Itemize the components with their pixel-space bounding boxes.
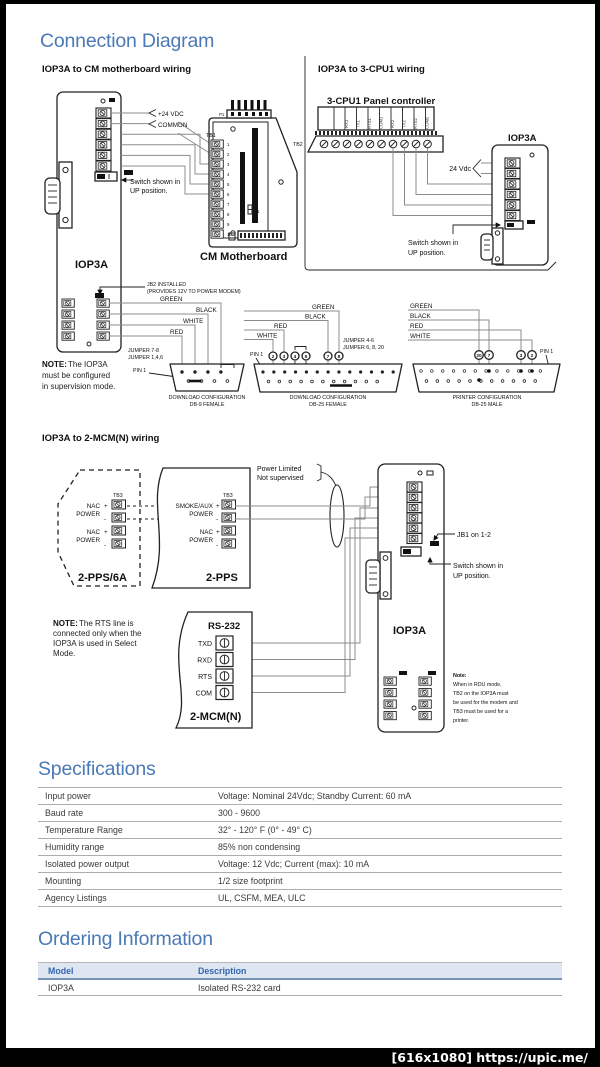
wire-red-f: RED <box>274 323 288 330</box>
db9-jumper-1: JUMPER 7-8 <box>128 348 159 354</box>
svg-text:TX2: TX2 <box>401 120 407 128</box>
pps-tb3: TB3 <box>223 493 233 499</box>
terminal-block-3 <box>407 482 422 544</box>
terminal-block-2 <box>505 158 520 221</box>
svg-text:4: 4 <box>293 355 297 360</box>
wire-green-m: GREEN <box>410 303 433 310</box>
specifications-title: Specifications <box>38 758 156 780</box>
svg-text:-: - <box>216 542 219 549</box>
p1-connector <box>219 100 271 118</box>
svg-text:POWER: POWER <box>189 511 213 518</box>
wire-white-m: WHITE <box>410 333 431 340</box>
page-title: Connection Diagram <box>40 30 215 52</box>
svg-text:-: - <box>216 516 219 523</box>
svg-text:RX2: RX2 <box>390 119 395 128</box>
svg-text:TX1: TX1 <box>355 120 361 128</box>
svg-text:Note:: Note: <box>453 673 467 679</box>
db9-program-port-1 <box>45 162 72 228</box>
jb2-note-2: (PROVIDES 12V TO POWER MODEM) <box>147 289 241 295</box>
iop3a-label-1: IOP3A <box>75 259 109 271</box>
power-limited-2: Not supervised <box>257 475 304 482</box>
frame-top <box>0 0 600 4</box>
svg-text:RTS: RTS <box>198 674 212 681</box>
svg-text:RTS1: RTS1 <box>367 118 372 129</box>
iop3a-label-3: IOP3A <box>393 625 427 637</box>
cm-motherboard <box>200 100 297 263</box>
svg-text:NAC: NAC <box>199 529 213 536</box>
mode-switch-3 <box>401 547 421 556</box>
switch-note-3a: Switch shown in <box>453 563 504 570</box>
svg-text:TB3 must be used for a: TB3 must be used for a <box>453 709 509 715</box>
svg-text:be used for the modem and: be used for the modem and <box>453 700 518 706</box>
rts-note-2: connected only when the <box>53 629 142 638</box>
db25f-caption-1: DOWNLOAD CONFIGURATION <box>289 395 367 401</box>
db25f-pin1: PIN 1 <box>250 352 264 358</box>
iop3a-card-3 <box>366 464 444 732</box>
iop3a-card-2 <box>481 133 548 265</box>
wires-d2 <box>393 148 505 216</box>
wire-black-f: BLACK <box>305 313 326 321</box>
svg-text:RXD: RXD <box>197 657 212 665</box>
db9-female-config <box>109 296 246 408</box>
wire-white-f: WHITE <box>257 332 278 340</box>
table-row: IOP3A Isolated RS-232 card <box>38 980 562 996</box>
mode-switch-1 <box>95 170 133 181</box>
svg-text:7: 7 <box>326 355 330 360</box>
mcm-name: 2-MCM(N) <box>190 711 242 723</box>
switch-note-2a: Switch shown in <box>408 240 459 247</box>
db25f-jumper-bracket <box>295 347 306 351</box>
table-row: Mounting 1/2 size footprint <box>38 872 562 889</box>
db25-male-config <box>408 303 560 408</box>
pps6a-tb3: TB3 <box>113 493 123 499</box>
svg-text:2: 2 <box>530 354 534 359</box>
db25m-pin1: PIN 1 <box>540 349 554 355</box>
db25f-jumper-1: JUMPER 4-6 <box>343 338 374 344</box>
wire-white: WHITE <box>183 318 204 325</box>
svg-text:3: 3 <box>282 355 286 360</box>
svg-text:6: 6 <box>227 192 230 197</box>
wire-green: GREEN <box>160 296 183 303</box>
switch-note-1b: UP position. <box>130 188 168 195</box>
power-limited-bracket <box>317 464 321 481</box>
svg-text:COM: COM <box>195 690 212 698</box>
svg-text:5: 5 <box>304 355 308 360</box>
svg-text:POWER: POWER <box>189 537 213 544</box>
cable-bundle <box>330 485 344 547</box>
frame-left <box>0 0 6 1067</box>
svg-text:+: + <box>216 529 220 536</box>
table-row: Input power Voltage: Nominal 24Vdc; Standby Current: 60 mA <box>38 787 562 804</box>
rts-note-1: The RTS line is <box>79 619 134 628</box>
svg-text:5: 5 <box>227 182 230 187</box>
diagram2-title: IOP3A to 3-CPU1 wiring <box>318 64 425 75</box>
rdu-note <box>453 673 518 724</box>
wire-black-m: BLACK <box>410 313 431 320</box>
rs232-label: RS-232 <box>208 621 241 632</box>
svg-text:4: 4 <box>227 172 230 177</box>
pps6a-terminals <box>112 500 126 548</box>
table-row: Temperature Range 32° - 120° F (0° - 49° C) <box>38 821 562 838</box>
db9-jumper-2: JUMPER 1,4,6 <box>128 355 164 361</box>
panel-controller <box>293 107 443 152</box>
wire-green-f: GREEN <box>312 304 335 311</box>
svg-text:COM1: COM1 <box>378 116 384 129</box>
j1-label: J1 <box>255 209 260 214</box>
db25f-pin-circles <box>269 352 343 360</box>
db9-caption-1: DOWNLOAD CONFIGURATION <box>168 395 246 401</box>
diagram3-title: IOP3A to 2-MCM(N) wiring <box>42 433 160 444</box>
table-header-row <box>38 962 562 980</box>
svg-text:+: + <box>104 503 108 510</box>
ordering-table <box>38 962 562 996</box>
pps6a-name: 2-PPS/6A <box>78 572 127 584</box>
pps-name: 2-PPS <box>206 572 238 584</box>
svg-text:7: 7 <box>227 202 230 207</box>
rts-note-4: Mode. <box>53 649 76 658</box>
db25f-jumper-2: JUMPER 6, 8, 20 <box>343 345 384 351</box>
p1-label: P1 <box>219 112 225 117</box>
svg-text:8: 8 <box>337 355 341 360</box>
svg-text:printer.: printer. <box>453 718 470 724</box>
wire-black: BLACK <box>196 307 217 314</box>
power-limited-1: Power Limited <box>257 466 302 473</box>
panel-controller-label: 3-CPU1 Panel controller <box>327 96 436 107</box>
tb2-label: TB2 <box>293 142 303 148</box>
svg-text:+: + <box>216 503 220 510</box>
diagram-cm-wiring <box>42 64 297 352</box>
switch-note-3b: UP position. <box>453 573 491 580</box>
col-model: Model <box>48 965 74 976</box>
terminal-block-top <box>96 108 111 171</box>
svg-text:RX1: RX1 <box>344 119 349 128</box>
jb2-jumper <box>95 293 104 298</box>
jb1-jumper <box>430 541 439 546</box>
jb2-note-1: JB2 INSTALLED <box>147 282 187 288</box>
col-description: Description <box>198 965 247 976</box>
jb1-note: JB1 on 1-2 <box>457 532 491 539</box>
svg-text:2: 2 <box>227 152 230 157</box>
svg-text:COM2: COM2 <box>424 116 430 129</box>
iop3a-label-2: IOP3A <box>508 133 537 144</box>
diagram1-title: IOP3A to CM motherboard wiring <box>42 64 192 75</box>
diagram-3cpu1-wiring <box>293 56 556 270</box>
db9-pin1: PIN 1 <box>133 368 147 374</box>
db25-female-config <box>244 304 402 408</box>
svg-text:RTS2: RTS2 <box>413 118 418 129</box>
table-row: Isolated power output Voltage: 12 Vdc; Current (max): 10 mA <box>38 855 562 872</box>
svg-text:TXD: TXD <box>198 641 212 648</box>
note1-line3: in supervision mode. <box>42 382 116 391</box>
wire-label-common: COMMON <box>158 122 188 129</box>
diagram-mcm-wiring <box>42 433 518 732</box>
svg-text:10: 10 <box>227 232 232 237</box>
svg-text:3: 3 <box>519 354 523 359</box>
svg-text:POWER: POWER <box>76 537 100 544</box>
24vdc-label: 24 Vdc <box>449 166 471 173</box>
note1-line1: The IOP3A <box>68 360 108 369</box>
watermark-text: [616x1080] https://upic.me/ <box>391 1050 588 1065</box>
svg-text:NAC: NAC <box>86 529 100 536</box>
pps-box <box>152 468 250 588</box>
svg-text:20: 20 <box>476 354 482 359</box>
db9-caption-2: DB-9 FEMALE <box>189 402 225 408</box>
svg-text:SMOKE/AUX: SMOKE/AUX <box>175 503 213 510</box>
switch-note-2b: UP position. <box>408 250 446 257</box>
specifications-table <box>38 787 562 907</box>
table-row: Baud rate 300 - 9600 <box>38 804 562 821</box>
switch-note-1a: Switch shown in <box>130 179 181 186</box>
svg-text:TB2 on the IOP3A must: TB2 on the IOP3A must <box>453 691 509 697</box>
db25m-caption-2: DB-25 MALE <box>471 402 503 408</box>
wire-red: RED <box>170 329 184 336</box>
svg-text:-: - <box>104 516 107 523</box>
db25m-pin-circles <box>475 351 537 360</box>
svg-text:1: 1 <box>227 142 230 147</box>
ordering-title: Ordering Information <box>38 928 213 950</box>
tb1-label: TB1 <box>206 133 216 139</box>
svg-text:+: + <box>104 529 108 536</box>
svg-text:-: - <box>104 542 107 549</box>
iop3a-card-1 <box>45 92 133 352</box>
wire-label-24vdc: +24 VDC <box>158 111 184 118</box>
rts-note-bold: NOTE: <box>53 619 78 628</box>
svg-text:7: 7 <box>487 354 491 359</box>
note1-line2: must be configured <box>42 371 111 380</box>
svg-text:POWER: POWER <box>76 511 100 518</box>
frame-right <box>595 0 600 1067</box>
svg-text:NAC: NAC <box>86 503 100 510</box>
svg-text:8: 8 <box>227 212 230 217</box>
pps6a-box <box>58 470 158 586</box>
watermark-bar <box>0 1048 600 1067</box>
db9-program-port-2 <box>481 228 503 264</box>
cm-motherboard-label: CM Motherboard <box>200 251 288 263</box>
table-row: Humidity range 85% non condensing <box>38 838 562 855</box>
rts-note-3: IOP3A is used in Select <box>53 639 137 648</box>
table-row: Agency Listings UL, CSFM, MEA, ULC <box>38 889 562 906</box>
wire-red-m: RED <box>410 323 424 330</box>
db25f-caption-2: DB-25 FEMALE <box>309 402 347 408</box>
db25m-caption-1: PRINTER CONFIGURATION <box>452 395 522 401</box>
svg-text:2: 2 <box>271 355 275 360</box>
note1-bold: NOTE: <box>42 360 67 369</box>
svg-text:When in RDU mode,: When in RDU mode, <box>453 682 502 688</box>
svg-text:9: 9 <box>227 222 230 227</box>
mcm-box <box>176 612 252 728</box>
svg-text:3: 3 <box>227 162 230 167</box>
